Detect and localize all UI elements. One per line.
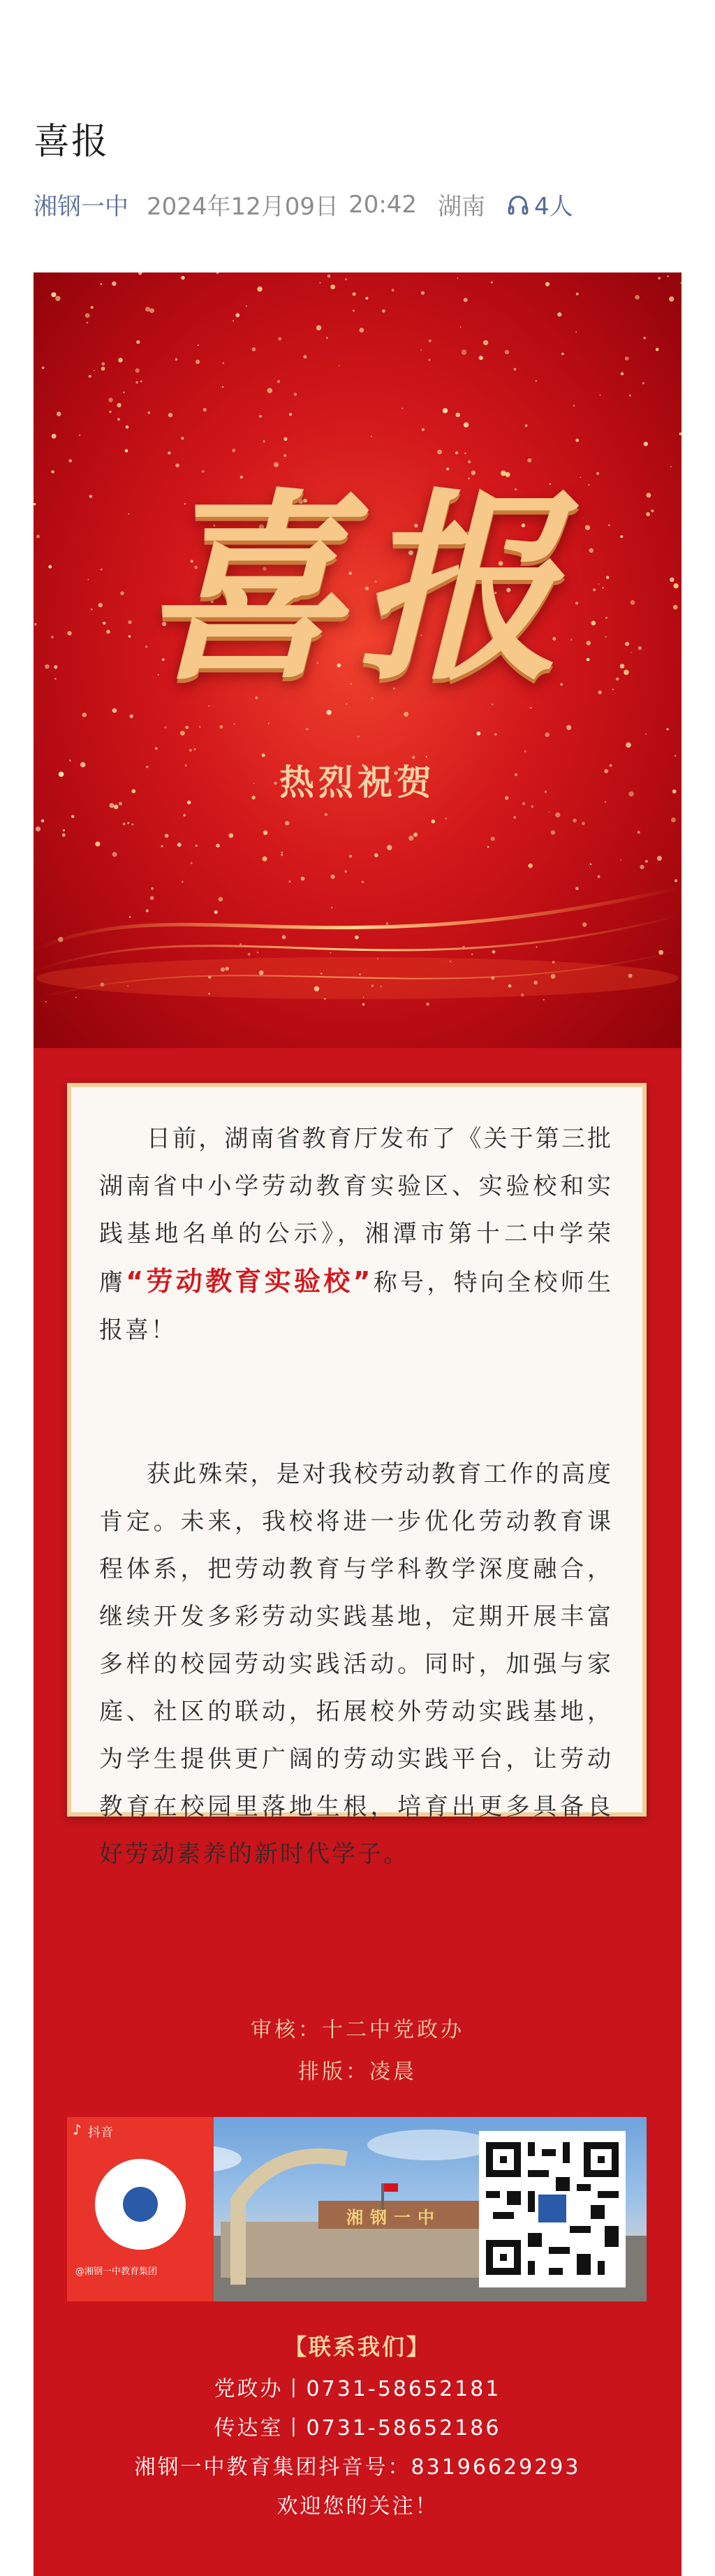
confetti-dot bbox=[267, 388, 273, 393]
headphones-icon bbox=[506, 193, 530, 217]
douyin-label: 抖音 bbox=[88, 2125, 113, 2140]
confetti-dot bbox=[316, 326, 321, 330]
confetti-dot bbox=[268, 722, 270, 724]
confetti-dot bbox=[196, 360, 200, 364]
confetti-dot bbox=[645, 734, 647, 735]
gate-sign: 湘钢一中 bbox=[346, 2208, 441, 2227]
confetti-dot bbox=[320, 282, 321, 284]
confetti-dot bbox=[234, 723, 235, 725]
confetti-dot bbox=[149, 308, 154, 313]
confetti-dot bbox=[561, 353, 563, 355]
confetti-dot bbox=[514, 368, 516, 370]
confetti-dot bbox=[233, 320, 234, 321]
confetti-dot bbox=[669, 296, 674, 301]
confetti-dot bbox=[246, 305, 247, 307]
confetti-dot bbox=[235, 313, 239, 317]
poster-subtitle: 热烈祝贺 bbox=[279, 762, 436, 803]
announcement-paragraph-1: 日前，湖南省教育厅发布了《关于第三批湖南省中小学劳动教育实验区、实验校和实践基地名单的公示》，湘潭市第十二中学荣膺“劳动教育实验校”称号，特向全校师生报喜！ bbox=[99, 1125, 614, 1344]
confetti-dot bbox=[382, 310, 385, 312]
confetti-dot bbox=[494, 734, 496, 736]
confetti-dot bbox=[420, 349, 422, 351]
confetti-dot bbox=[573, 405, 575, 407]
confetti-dot bbox=[216, 272, 219, 274]
article-title: 喜报 bbox=[34, 121, 110, 163]
confetti-dot bbox=[181, 276, 184, 279]
confetti-dot bbox=[257, 286, 262, 291]
confetti-dot bbox=[89, 375, 91, 378]
confetti-dot bbox=[140, 381, 142, 383]
confetti-dot bbox=[353, 310, 355, 312]
publish-time: 20:42 bbox=[348, 190, 418, 219]
confetti-dot bbox=[566, 725, 571, 730]
confetti-dot bbox=[87, 321, 89, 323]
confetti-dot bbox=[477, 732, 481, 736]
confetti-dot bbox=[460, 326, 462, 328]
confetti-dot bbox=[339, 365, 340, 367]
confetti-dot bbox=[456, 413, 460, 417]
confetti-dot bbox=[545, 732, 550, 737]
confetti-dot bbox=[109, 411, 111, 413]
confetti-dot bbox=[345, 279, 347, 281]
school-emblem-icon bbox=[123, 2187, 158, 2222]
confetti-dot bbox=[148, 412, 150, 414]
poster-hero bbox=[34, 272, 681, 1048]
confetti-dot bbox=[222, 386, 223, 388]
douyin-qr-code bbox=[95, 2159, 186, 2250]
confetti-dot bbox=[175, 358, 177, 361]
confetti-dot bbox=[358, 736, 359, 737]
qr-code-icon bbox=[486, 2142, 619, 2275]
confetti-dot bbox=[479, 356, 483, 360]
publish-region: 湖南 bbox=[438, 193, 486, 221]
announcement-paragraph-2: 获此殊荣，是对我校劳动教育工作的高度肯定。未来，我校将进一步优化劳动教育课程体系，把劳动教育与学科教学深度融合，继续开发多彩劳动实践基地，定期开展丰富多样的校园劳动实践活动。同时，加强与家庭、社区的联动，拓展校外劳动实践基地，为学生提供更广阔的劳动实践平台，让劳动教育在校园里落地生根，培育出更多具备良好劳动素养的新时代学子。 bbox=[99, 1460, 613, 1868]
confetti-dot bbox=[138, 272, 142, 275]
announcement-card bbox=[67, 1083, 647, 1868]
confetti-dot bbox=[102, 363, 105, 366]
douyin-badge bbox=[67, 2117, 214, 2301]
confetti-dot bbox=[443, 408, 448, 413]
confetti-dot bbox=[421, 291, 425, 295]
confetti-dot bbox=[656, 348, 659, 351]
confetti-dot bbox=[483, 340, 488, 345]
confetti-dot bbox=[600, 395, 601, 396]
confetti-dot bbox=[626, 743, 631, 748]
confetti-dot bbox=[575, 331, 577, 333]
publish-date: 2024年12月09日 bbox=[147, 193, 339, 221]
confetti-dot bbox=[189, 749, 192, 752]
confetti-dot bbox=[155, 748, 157, 750]
confetti-dot bbox=[108, 398, 112, 402]
listener-count: 4人 bbox=[534, 193, 573, 221]
confetti-dot bbox=[621, 372, 624, 376]
confetti-dot bbox=[198, 344, 199, 346]
douyin-icon: ♪ bbox=[73, 2121, 82, 2138]
confetti-dot bbox=[306, 728, 308, 730]
confetti-dot bbox=[220, 725, 223, 729]
confetti-dot bbox=[642, 382, 644, 384]
confetti-dot bbox=[117, 418, 120, 421]
confetti-dot bbox=[360, 328, 364, 333]
confetti-dot bbox=[667, 728, 669, 730]
confetti-dot bbox=[505, 350, 509, 354]
confetti-dot bbox=[625, 356, 629, 361]
confetti-dot bbox=[457, 277, 458, 279]
contact-heading: 【联系我们】 bbox=[283, 2334, 431, 2360]
confetti-dot bbox=[85, 313, 90, 318]
confetti-dot bbox=[180, 731, 185, 736]
school-gate-banner bbox=[67, 2117, 647, 2301]
confetti-dot bbox=[194, 748, 196, 750]
confetti-dot bbox=[326, 337, 328, 339]
confetti-dot bbox=[277, 380, 280, 383]
confetti-dot bbox=[289, 413, 292, 416]
confetti-dot bbox=[55, 296, 60, 301]
confetti-dot bbox=[491, 282, 493, 284]
confetti-dot bbox=[353, 292, 356, 296]
confetti-dot bbox=[429, 340, 432, 342]
confetti-dot bbox=[327, 275, 331, 278]
confetti-dot bbox=[185, 726, 189, 729]
confetti-dot bbox=[199, 726, 200, 727]
confetti-dot bbox=[145, 307, 150, 312]
listen-button[interactable] bbox=[506, 187, 573, 221]
confetti-dot bbox=[117, 403, 121, 407]
confetti-dot bbox=[629, 395, 631, 397]
confetti-dot bbox=[576, 293, 579, 296]
confetti-dot bbox=[168, 413, 172, 417]
confetti-dot bbox=[136, 340, 140, 344]
confetti-dot bbox=[635, 295, 640, 300]
confetti-dot bbox=[135, 368, 140, 372]
confetti-dot bbox=[135, 381, 138, 384]
confetti-dot bbox=[94, 370, 95, 372]
contact-office-phone: 党政办丨0731-58652181 bbox=[214, 2377, 501, 2401]
confetti-dot bbox=[401, 408, 403, 409]
account-name-link[interactable]: 湘钢一中 bbox=[34, 193, 128, 221]
confetti-dot bbox=[330, 284, 335, 289]
confetti-dot bbox=[464, 298, 468, 302]
confetti-dot bbox=[462, 349, 466, 354]
confetti-dot bbox=[680, 282, 681, 284]
confetti-dot bbox=[365, 297, 368, 300]
confetti-dot bbox=[557, 312, 561, 316]
confetti-dot bbox=[259, 415, 262, 418]
confetti-dot bbox=[223, 363, 224, 364]
contact-douyin-id: 湘钢一中教育集团抖音号：83196629293 bbox=[134, 2455, 581, 2480]
confetti-dot bbox=[91, 306, 94, 309]
poster-headline: 喜报 bbox=[142, 470, 573, 708]
gold-wave-decoration bbox=[34, 803, 681, 1041]
confetti-dot bbox=[545, 282, 550, 286]
confetti-dot bbox=[535, 380, 537, 382]
confetti-dot bbox=[294, 393, 297, 395]
douyin-caption: @湘钢一中教育集团 bbox=[75, 2266, 158, 2277]
confetti-dot bbox=[123, 392, 124, 393]
confetti-dot bbox=[278, 337, 281, 341]
confetti-dot bbox=[392, 289, 395, 292]
confetti-dot bbox=[101, 283, 103, 285]
layout-credit: 排版：凌晨 bbox=[298, 2060, 417, 2084]
confetti-dot bbox=[51, 292, 56, 297]
poster-image bbox=[34, 272, 681, 2576]
confetti-dot bbox=[252, 347, 256, 351]
confetti-dot bbox=[303, 355, 307, 358]
contact-welcome: 欢迎您的关注！ bbox=[277, 2494, 438, 2519]
article-meta bbox=[34, 187, 573, 221]
confetti-dot bbox=[101, 367, 105, 371]
review-credit: 审核：十二中党政办 bbox=[251, 2018, 464, 2042]
confetti-dot bbox=[42, 367, 45, 370]
contact-reception-phone: 传达室丨0731-58652186 bbox=[214, 2416, 501, 2440]
confetti-dot bbox=[643, 337, 646, 340]
confetti-dot bbox=[658, 277, 661, 279]
confetti-dot bbox=[118, 358, 123, 363]
award-title: “劳动教育实验校” bbox=[126, 1266, 373, 1297]
confetti-dot bbox=[203, 408, 207, 412]
confetti-dot bbox=[428, 359, 430, 361]
confetti-dot bbox=[524, 750, 526, 752]
confetti-dot bbox=[165, 727, 166, 728]
confetti-dot bbox=[667, 275, 668, 277]
confetti-dot bbox=[57, 412, 61, 416]
confetti-dot bbox=[112, 282, 116, 286]
